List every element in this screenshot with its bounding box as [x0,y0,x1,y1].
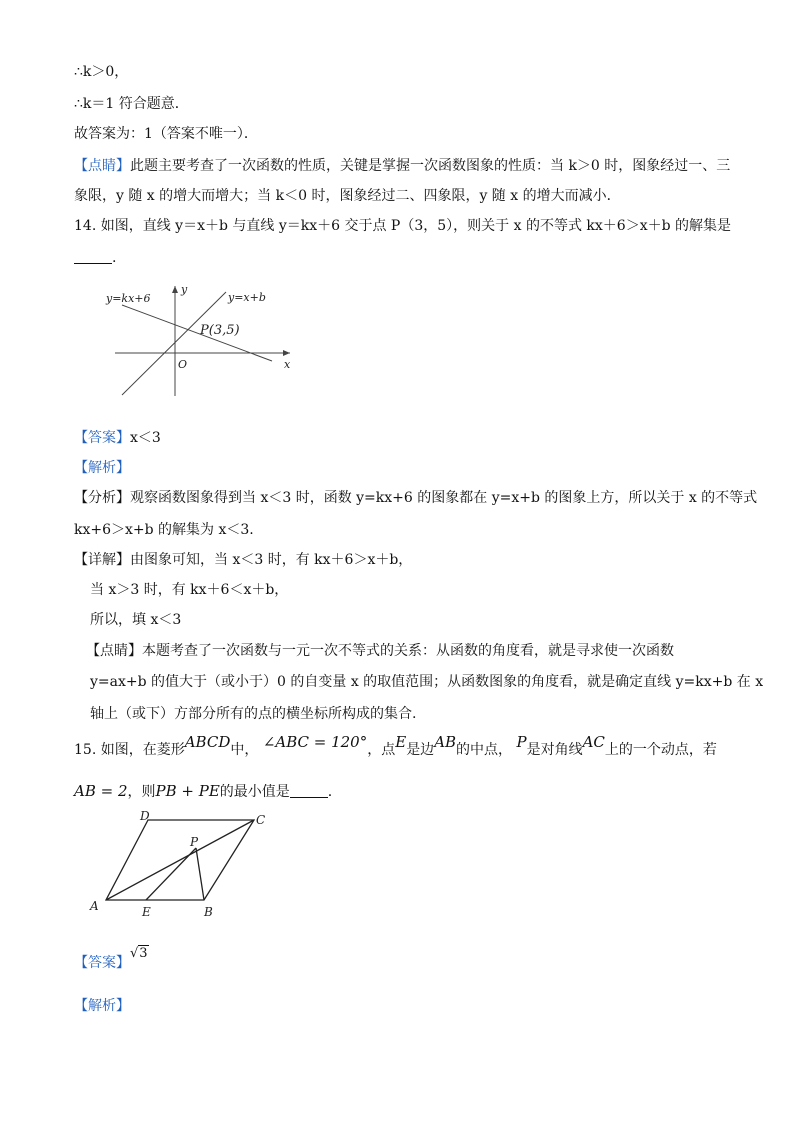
answer-line: 故答案为：1（答案不唯一）． [74,126,258,142]
answer-tag: 【答案】 [74,430,130,446]
answer-tag: 【答案】 [74,955,130,971]
q14-xiangjie-line3: 所以，填 x＜3 [90,612,182,628]
remark-line [74,156,730,176]
fenxi-tag: 【分析】 [74,490,130,506]
label-x-plus-b: y=x+b [228,291,266,304]
sqrt-answer: √3 [130,946,148,961]
analysis-tag: 【解析】 [74,460,130,476]
diagonal-ac [106,820,254,900]
vertex-label-b: B [204,905,213,919]
xiangjie-text: 由图象可知，当 x＜3 时，有 kx＋6＞x＋b， [130,552,413,568]
q14-dianjing-line3: 轴上（或下）方部分所有的点的横坐标所构成的集合. [90,706,417,722]
x-axis-arrow [283,350,290,356]
q14-answer [74,428,161,448]
fenxi-text: 观察函数图象得到当 x＜3 时，函数 y=kx+6 的图象都在 y=x+b 的图象上方，所以关于 x 的不等式 [130,490,758,506]
analysis-tag: 【解析】 [74,998,130,1014]
vertex-label-d: D [140,809,150,823]
vertex-label-c: C [256,813,266,827]
q14-fenxi [74,488,757,508]
q14-xiangjie [74,550,412,570]
remark-tag: 【点睛】 [74,158,130,174]
q14-dianjing [86,641,674,661]
label-y-axis: y [181,283,188,296]
point-label-e: E [142,905,151,919]
label-x-axis: x [284,358,291,371]
vertex-label-a: A [90,899,99,913]
q14-stem: 14. 如图，直线 y＝x＋b 与直线 y＝kx＋6 交于点 P（3，5），则关于 x 的不等式 kx＋6＞x＋b 的解集是 [74,218,731,234]
solution-line: ∴k＝1 符合题意． [74,96,189,112]
q14-stem-blank: . [74,248,116,268]
answer-blank [290,783,328,798]
q14-dianjing-line2: y=ax+b 的值大于（或小于）0 的自变量 x 的取值范围；从函数图象的角度看，就是确定直线 y=kx+b 在 x [90,674,764,690]
dianjing-text: 本题考查了一次函数与一元一次不等式的关系：从函数的角度看，就是寻求使一次函数 [142,643,674,659]
answer-blank [74,249,112,264]
label-origin: O [178,358,188,371]
q15-rhombus-figure [84,808,274,920]
answer-text: x＜3 [130,430,161,446]
remark-text: 此题主要考查了一次函数的性质，关键是掌握一次函数图象的性质：当 k＞0 时，图象经过一、三 [130,158,731,174]
q14-fenxi-line2: kx+6＞x+b 的解集为 x＜3. [74,522,254,538]
solution-line: ∴k＞0， [74,64,129,80]
label-point-p: P(3,5) [200,323,240,338]
point-label-p: P [190,835,199,849]
q14-xiangjie-line2: 当 x＞3 时，有 kx＋6＜x＋b， [90,582,289,598]
y-axis-arrow [172,286,178,293]
xiangjie-tag: 【详解】 [74,552,130,568]
q15-stem-line2: AB = 2，则PB + PE的最小值是 . [74,782,333,800]
line-x-plus-b [122,292,226,395]
remark-line: 象限，y 随 x 的增大而增大；当 k＜0 时，图象经过二、四象限，y 随 x 的增大而减小． [74,188,621,204]
segment-pb [196,848,204,900]
dianjing-tag: 【点睛】 [86,643,142,659]
q15-stem: 15. 如图，在菱形ABCD中， ∠ABC = 120°，点E是边AB的中点， P是对角线AC上的一个动点，若 [74,733,717,758]
q14-graph-figure [100,278,300,400]
label-kx-plus-6: y=kx+6 [106,292,151,305]
q15-answer [74,946,149,974]
